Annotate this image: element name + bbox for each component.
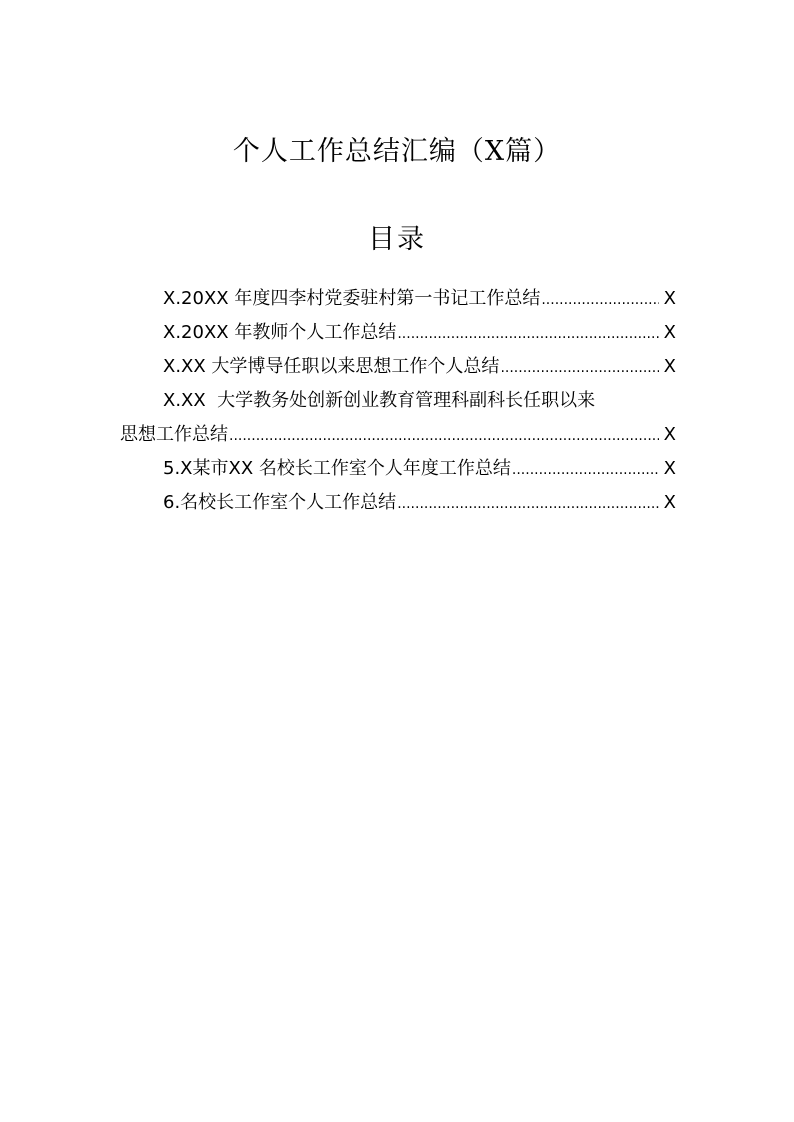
toc-page-number: X (663, 492, 676, 513)
toc-entry-line (120, 418, 676, 452)
toc-entry-4[interactable] (120, 384, 676, 452)
table-of-contents (120, 282, 676, 520)
toc-page-number: X (663, 356, 676, 377)
toc-entry-title: X.XX 大学博导任职以来思想工作个人总结 (163, 356, 500, 377)
toc-leader-dots (397, 487, 659, 521)
toc-leader-dots (229, 419, 659, 453)
toc-entry-6[interactable] (120, 486, 676, 520)
toc-page-number: X (663, 424, 676, 445)
document-title: 个人工作总结汇编（X篇） (232, 136, 562, 167)
toc-entry-title-line1: X.XX 大学教务处创新创业教育管理科副科长任职以来 (163, 390, 596, 411)
toc-leader-dots (512, 453, 659, 487)
toc-leader-dots (500, 351, 659, 385)
toc-entry-title: X.20XX 年教师个人工作总结 (163, 322, 397, 343)
toc-leader-dots (541, 283, 659, 317)
toc-entry-2[interactable] (120, 316, 676, 350)
toc-entry-line (120, 384, 676, 418)
toc-entry-5[interactable] (120, 452, 676, 486)
toc-entry-title: X.20XX 年度四李村党委驻村第一书记工作总结 (163, 288, 541, 309)
toc-entry-3[interactable] (120, 350, 676, 384)
toc-heading: 目录 (368, 224, 426, 255)
toc-page-number: X (663, 288, 676, 309)
toc-entry-title: 5.X某市XX 名校长工作室个人年度工作总结 (163, 458, 511, 479)
toc-entry-title-line2: 思想工作总结 (120, 424, 228, 445)
toc-leader-dots (397, 317, 659, 351)
toc-page-number: X (663, 322, 676, 343)
toc-entry-title: 6.名校长工作室个人工作总结 (163, 492, 397, 513)
toc-page-number: X (663, 458, 676, 479)
toc-entry-1[interactable] (120, 282, 676, 316)
